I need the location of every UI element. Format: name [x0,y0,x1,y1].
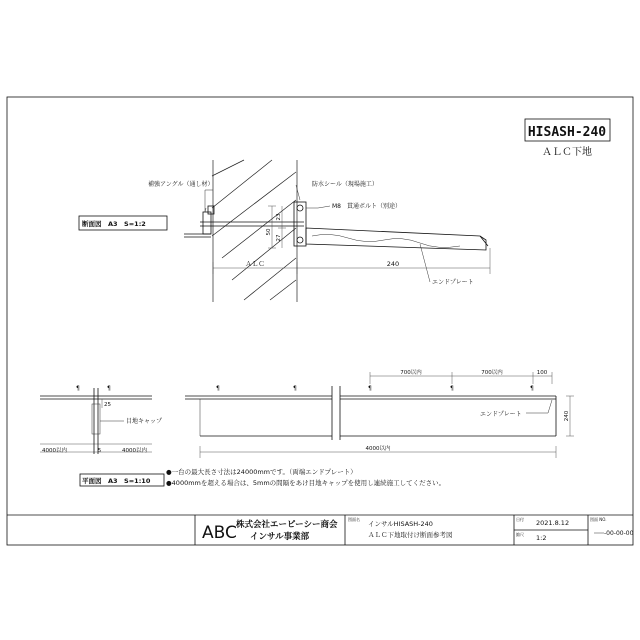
svg-text:¶: ¶ [368,385,372,392]
scale-label: 縮尺 [516,532,524,537]
end-plate-shape [480,236,488,246]
company-logo: ABC [202,523,237,543]
department-name: インサル事業部 [250,532,310,542]
svg-text:¶: ¶ [450,385,454,392]
title-block [7,515,634,545]
dim-23: 23 [276,213,282,221]
bracket-shape [294,202,306,246]
svg-text:¶: ¶ [216,385,220,392]
callout-joint-cap: 目地キャップ [126,418,163,425]
dim-5: 5 [98,448,102,454]
svg-text:¶: ¶ [76,385,80,392]
model-title: HISASH-240 [527,125,607,140]
callout-reinforcing-angle: 補強アングル（通し材） [148,181,214,188]
dim-left-span-a: 4000以内 [42,448,67,454]
alc-wall-hatch [212,160,297,302]
plan-view-left [40,385,164,486]
company-name: 株式会社エーピーシー商会 [236,520,338,530]
dim-alc: ＡＬＣ [245,260,265,268]
dim-pitch-b: 700以内 [481,370,503,376]
note-1: ●一台の最大長さ寸法は24000mmです。（両端エンドプレート） [166,468,357,476]
section-label: 断面図 A3 S=1:2 [82,220,146,228]
dim-240-plan: 240 [564,410,570,422]
plan-view-right [185,368,574,458]
dim-25: 25 [104,402,111,408]
dim-pitch-a: 700以内 [400,370,422,376]
drawing-no-value: -00-00-00 [604,530,634,537]
date-label: 日付 [516,517,524,522]
note-2: ●4000mmを超える場合は、5mmの間隔をあけ目地キャップを使用し連続施工してください。 [166,479,446,487]
callout-end-plate: エンドプレート [432,279,474,286]
drawing-name-1: インサルHISASH-240 [368,520,433,528]
drawing-no-label: 図面 NO. [590,517,607,522]
dim-100: 100 [536,370,548,376]
date-value: 2021.8.12 [536,519,570,527]
callout-end-plate-plan: エンドプレート [480,411,522,418]
plan-label: 平面図 A3 S=1:10 [82,477,151,485]
reinforcing-angle-shape [203,212,211,234]
dim-total: 4000以内 [365,446,391,452]
svg-text:¶: ¶ [107,385,111,392]
svg-text:¶: ¶ [530,385,534,392]
dim-50: 50 [266,228,272,236]
dim-left-span-b: 4000以内 [122,448,147,454]
callout-waterproof-seal: 防水シール（現場施工） [312,181,378,188]
scale-value: 1:2 [536,534,547,542]
svg-text:¶: ¶ [293,385,297,392]
dim-27: 27 [276,234,282,242]
drawing-name-2: ＡＬＣ下地取付け断面参考図 [368,531,453,539]
drawing-name-label: 図面名 [348,517,360,522]
substrate-title: ＡＬＣ下地 [542,147,592,158]
canopy-body-shape [306,228,486,250]
dim-depth-240: 240 [386,260,400,268]
section-view [79,160,490,302]
joint-cap-shape [92,404,100,434]
callout-through-bolt: M8 貫通ボルト（別途） [332,203,401,210]
